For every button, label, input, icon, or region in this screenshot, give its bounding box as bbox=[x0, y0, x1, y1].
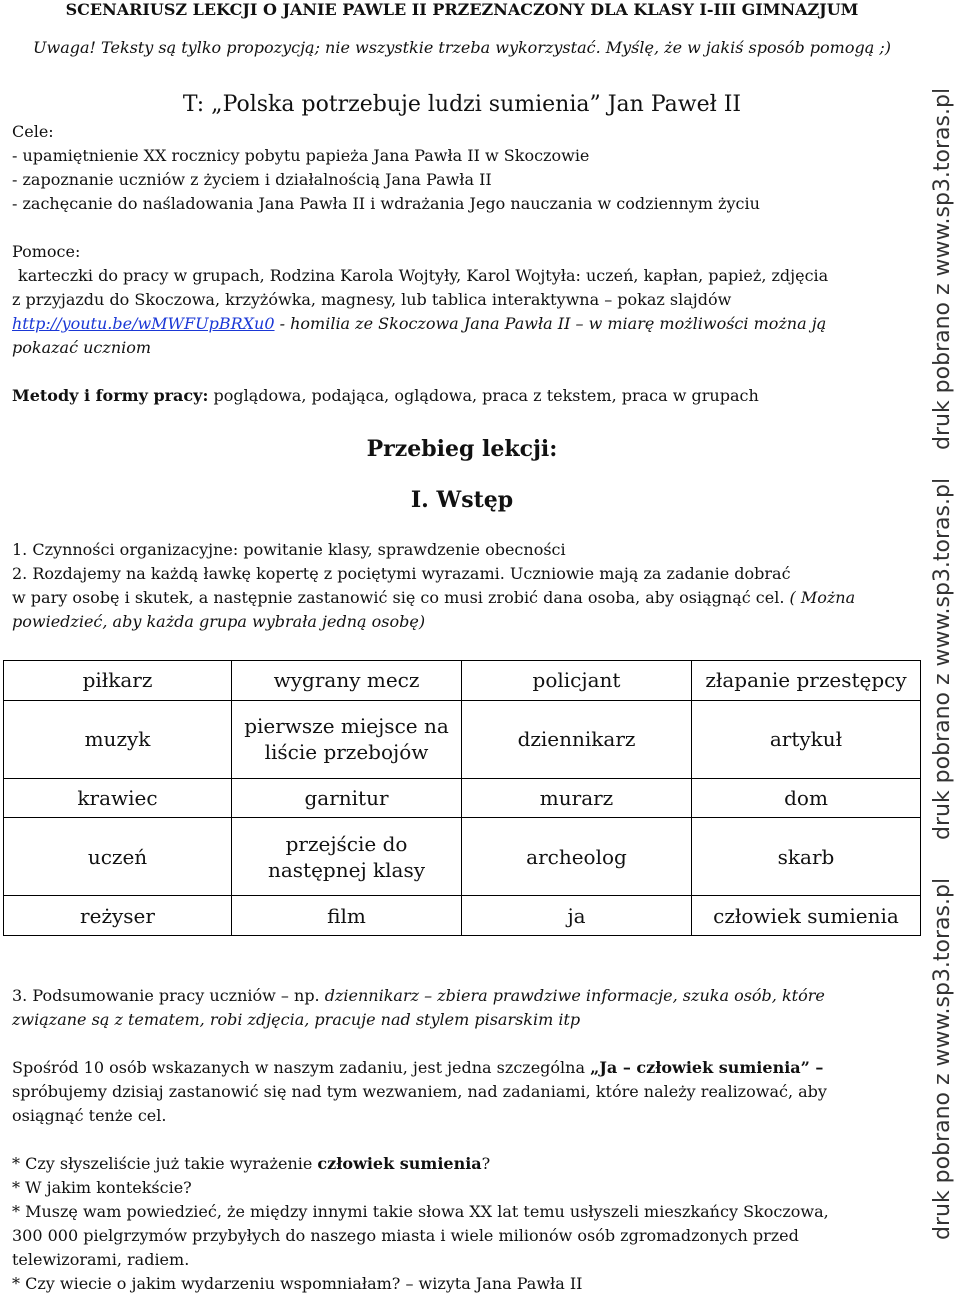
goals-label: Cele: bbox=[12, 122, 54, 141]
step-text-italic: ( Można bbox=[784, 588, 856, 607]
table-cell: złapanie przestępcy bbox=[692, 661, 921, 701]
aids-text: pokazać uczniom bbox=[12, 338, 152, 357]
summary-prefix: 3. Podsumowanie pracy uczniów – np. bbox=[12, 986, 325, 1005]
aids-label: Pomoce: bbox=[12, 242, 81, 261]
table-row bbox=[4, 700, 921, 778]
paragraph-line: spróbujemy dzisiaj zastanowić się nad tym wezwaniem, nad zadaniami, które należy realizować, aby bbox=[12, 1082, 827, 1101]
table-row bbox=[4, 778, 921, 818]
lesson-heading: Przebieg lekcji: bbox=[366, 436, 558, 462]
aids-text: karteczki do pracy w grupach, Rodzina Karola Wojtyły, Karol Wojtyła: uczeń, kapłan, papież, zdjęcia bbox=[18, 266, 829, 285]
question-line: telewizorami, radiem. bbox=[12, 1250, 190, 1269]
step-text: 2. Rozdajemy na każdą ławkę kopertę z pociętymi wyrazami. Uczniowie mają za zadanie dobrać bbox=[12, 564, 791, 583]
paragraph-line: osiągnąć tenże cel. bbox=[12, 1106, 167, 1125]
table-cell: archeolog bbox=[462, 818, 692, 896]
table-cell: piłkarz bbox=[4, 661, 232, 701]
table-row bbox=[4, 818, 921, 896]
question-text: * Czy słyszeliście już takie wyrażenie bbox=[12, 1154, 318, 1173]
summary-line: związane są z tematem, robi zdjęcia, pracuje nad stylem pisarskim itp bbox=[12, 1010, 581, 1029]
question-line: 300 000 pielgrzymów przybyłych do naszego miasta i wiele milionów osób zgromadzonych przed bbox=[12, 1226, 799, 1245]
section-heading: I. Wstęp bbox=[410, 487, 514, 513]
table-cell: ja bbox=[462, 896, 692, 936]
table-cell: policjant bbox=[462, 661, 692, 701]
goal-item: - zapoznanie uczniów z życiem i działalnością Jana Pawła II bbox=[12, 170, 492, 189]
summary-line bbox=[12, 986, 825, 1006]
table-cell: uczeń bbox=[4, 818, 232, 896]
table-cell: wygrany mecz bbox=[232, 661, 462, 701]
step-text: 1. Czynności organizacyjne: powitanie klasy, sprawdzenie obecności bbox=[12, 540, 566, 559]
goal-item: - zachęcanie do naśladowania Jana Pawła II i wdrażania Jego nauczania w codziennym życiu bbox=[12, 194, 760, 213]
watermark-text: druk pobrano z www.sp3.toras.pl bbox=[930, 877, 955, 1240]
paragraph-emphasis: „Ja – człowiek sumienia” – bbox=[590, 1058, 824, 1077]
table-cell: przejście do następnej klasy bbox=[232, 818, 462, 896]
table-row bbox=[4, 896, 921, 936]
question-text: ? bbox=[481, 1154, 491, 1173]
question-line: * Muszę wam powiedzieć, że między innymi takie słowa XX lat temu usłyszeli mieszkańcy Skoczowa, bbox=[12, 1202, 829, 1221]
table-cell: pierwsze miejsce na liście przebojów bbox=[232, 700, 462, 778]
question-line bbox=[12, 1154, 490, 1174]
goal-item: - upamiętnienie XX rocznicy pobytu papieża Jana Pawła II w Skoczowie bbox=[12, 146, 590, 165]
topic-heading: T: „Polska potrzebuje ludzi sumienia” Jan Paweł II bbox=[182, 92, 742, 117]
paragraph-line bbox=[12, 1058, 823, 1078]
note-text: Uwaga! Teksty są tylko propozycją; nie wszystkie trzeba wykorzystać. Myślę, że w jakiś sposób pomogą ;) bbox=[33, 38, 891, 57]
methods-line bbox=[12, 386, 759, 406]
methods-text: poglądowa, podająca, oglądowa, praca z tekstem, praca w grupach bbox=[208, 386, 759, 405]
table-cell: człowiek sumienia bbox=[692, 896, 921, 936]
watermark-text: druk pobrano z www.sp3.toras.pl bbox=[930, 477, 955, 840]
table-cell: krawiec bbox=[4, 778, 232, 818]
question-line: * Czy wiecie o jakim wydarzeniu wspomniałam? – wizyta Jana Pawła II bbox=[12, 1274, 583, 1293]
table-cell: murarz bbox=[462, 778, 692, 818]
watermark-text: druk pobrano z www.sp3.toras.pl bbox=[930, 87, 955, 450]
aids-link-description: - homilia ze Skoczowa Jana Pawła II – w miarę możliwości można ją bbox=[274, 314, 827, 333]
step-text-part: w pary osobę i skutek, a następnie zastanowić się co musi zrobić dana osoba, aby osiągnąć cel. bbox=[12, 588, 785, 607]
table-cell: skarb bbox=[692, 818, 921, 896]
question-line: * W jakim kontekście? bbox=[12, 1178, 192, 1197]
table-cell: artykuł bbox=[692, 700, 921, 778]
table-cell: reżyser bbox=[4, 896, 232, 936]
table-cell: film bbox=[232, 896, 462, 936]
question-emphasis: człowiek sumienia bbox=[317, 1154, 482, 1173]
table-row bbox=[4, 661, 921, 701]
paragraph-text: Spośród 10 osób wskazanych w naszym zadaniu, jest jedna szczególna bbox=[12, 1058, 591, 1077]
video-link[interactable]: http://youtu.be/wMWFUpBRXu0 bbox=[12, 314, 275, 333]
table-cell: dziennikarz bbox=[462, 700, 692, 778]
aids-link-line bbox=[12, 314, 826, 334]
word-pairs-table bbox=[3, 660, 921, 936]
step-text bbox=[12, 588, 855, 608]
methods-label: Metody i formy pracy: bbox=[12, 386, 209, 405]
step-text: powiedzieć, aby każda grupa wybrała jedną osobę) bbox=[12, 612, 426, 631]
aids-text: z przyjazdu do Skoczowa, krzyżówka, magnesy, lub tablica interaktywna – pokaz slajdów bbox=[12, 290, 732, 309]
table-cell: dom bbox=[692, 778, 921, 818]
table-cell: muzyk bbox=[4, 700, 232, 778]
document-title: SCENARIUSZ LEKCJI O JANIE PAWLE II PRZEZNACZONY DLA KLASY I-III GIMNAZJUM bbox=[65, 0, 859, 19]
table-cell: garnitur bbox=[232, 778, 462, 818]
summary-italic: dziennikarz – zbiera prawdziwe informacje, szuka osób, które bbox=[324, 986, 825, 1005]
